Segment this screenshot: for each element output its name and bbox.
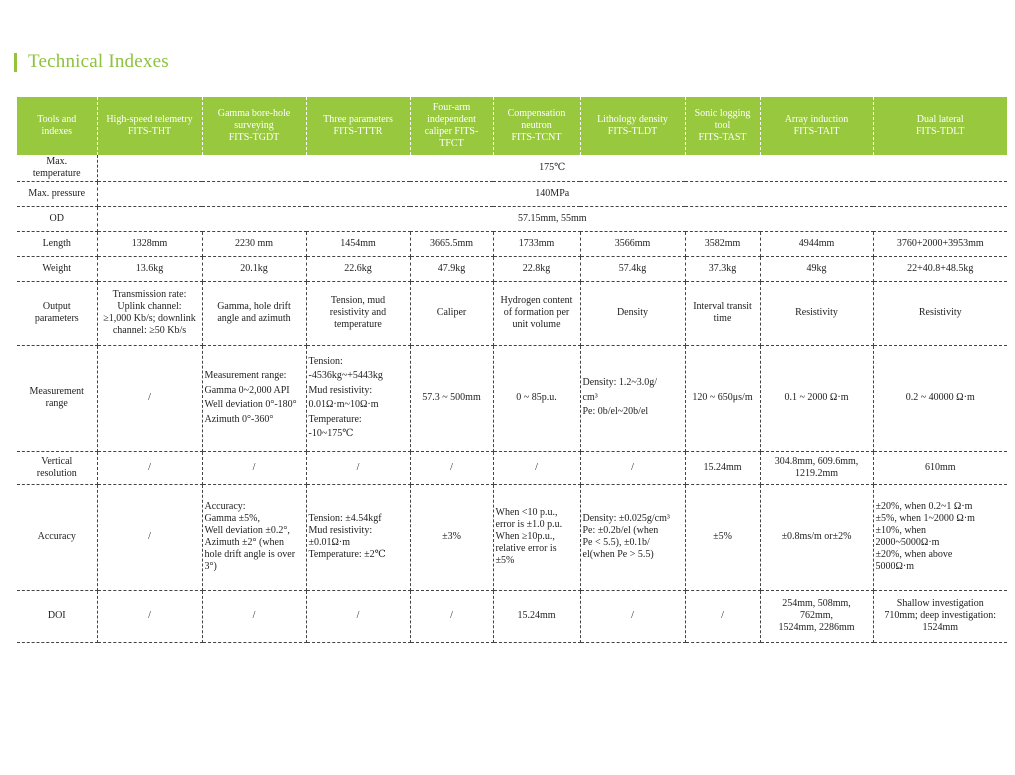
table-cell: 1454mm bbox=[306, 231, 410, 256]
table-cell: Hydrogen content of formation per unit volume bbox=[493, 281, 580, 345]
table-cell: / bbox=[97, 345, 202, 451]
technical-indexes-table bbox=[17, 97, 1007, 643]
header-fits-tgdt: Gamma bore-hole surveying FITS-TGDT bbox=[202, 97, 306, 155]
table-cell: 15.24mm bbox=[493, 590, 580, 642]
row-label: Max. pressure bbox=[17, 181, 97, 206]
table-row-max-temperature bbox=[17, 155, 1007, 181]
table-cell: Resistivity bbox=[873, 281, 1007, 345]
table-cell: Gamma, hole drift angle and azimuth bbox=[202, 281, 306, 345]
table-cell: / bbox=[410, 590, 493, 642]
row-label: Measurement range bbox=[17, 345, 97, 451]
table-cell: Resistivity bbox=[760, 281, 873, 345]
table-cell: 13.6kg bbox=[97, 256, 202, 281]
header-fits-tttr: Three parameters FITS-TTTR bbox=[306, 97, 410, 155]
table-cell: 120 ~ 650μs/m bbox=[685, 345, 760, 451]
table-cell: 254mm, 508mm, 762mm, 1524mm, 2286mm bbox=[760, 590, 873, 642]
header-fits-tdlt: Dual lateral FITS-TDLT bbox=[873, 97, 1007, 155]
table-cell: 1328mm bbox=[97, 231, 202, 256]
row-label: Weight bbox=[17, 256, 97, 281]
table-cell: / bbox=[410, 451, 493, 484]
header-fits-tast: Sonic logging tool FITS-TAST bbox=[685, 97, 760, 155]
heading-accent-bar bbox=[14, 53, 17, 72]
table-cell: Density: ±0.025g/cm³ Pe: ±0.2b/el (when Pe < 5.5), ±0.1b/ el(when Pe > 5.5) bbox=[580, 484, 685, 590]
table-cell: / bbox=[493, 451, 580, 484]
table-cell: ±20%, when 0.2~1 Ω·m ±5%, when 1~2000 Ω·m ±10%, when 2000~5000Ω·m ±20%, when above 5000Ω·m bbox=[873, 484, 1007, 590]
table-row-vertical-resolution bbox=[17, 451, 1007, 484]
table-cell: Accuracy: Gamma ±5%, Well deviation ±0.2°, Azimuth ±2° (when hole drift angle is over 3°) bbox=[202, 484, 306, 590]
table-cell: / bbox=[97, 590, 202, 642]
table-row-od bbox=[17, 206, 1007, 231]
table-cell: 57.3 ~ 500mm bbox=[410, 345, 493, 451]
table-cell: 1733mm bbox=[493, 231, 580, 256]
table-cell: Shallow investigation 710mm; deep investigation: 1524mm bbox=[873, 590, 1007, 642]
row-label: DOI bbox=[17, 590, 97, 642]
header-fits-tcnt: Compensation neutron FITS-TCNT bbox=[493, 97, 580, 155]
table-cell: 20.1kg bbox=[202, 256, 306, 281]
table-cell: ±3% bbox=[410, 484, 493, 590]
row-label: Length bbox=[17, 231, 97, 256]
table-cell: ±5% bbox=[685, 484, 760, 590]
table-row-doi bbox=[17, 590, 1007, 642]
table-cell: 3760+2000+3953mm bbox=[873, 231, 1007, 256]
header-fits-tldt: Lithology density FITS-TLDT bbox=[580, 97, 685, 155]
table-cell: Tension: ±4.54kgf Mud resistivity: ±0.01Ω·m Temperature: ±2℃ bbox=[306, 484, 410, 590]
row-label: Accuracy bbox=[17, 484, 97, 590]
table-cell: Transmission rate: Uplink channel: ≥1,000 Kb/s; downlink channel: ≥50 Kb/s bbox=[97, 281, 202, 345]
table-cell: Tension, mud resistivity and temperature bbox=[306, 281, 410, 345]
table-cell: / bbox=[97, 451, 202, 484]
table-cell: 47.9kg bbox=[410, 256, 493, 281]
header-tools-and-indexes: Tools and indexes bbox=[17, 97, 97, 155]
table-cell: Density: 1.2~3.0g/ cm³ Pe: 0b/el~20b/el bbox=[580, 345, 685, 451]
header-fits-tht: High-speed telemetry FITS-THT bbox=[97, 97, 202, 155]
table-cell: 37.3kg bbox=[685, 256, 760, 281]
table-cell: Caliper bbox=[410, 281, 493, 345]
table-cell: 3582mm bbox=[685, 231, 760, 256]
table-cell: / bbox=[580, 451, 685, 484]
table-cell: / bbox=[97, 484, 202, 590]
row-label: Vertical resolution bbox=[17, 451, 97, 484]
header-fits-tfct: Four-arm independent caliper FITS- TFCT bbox=[410, 97, 493, 155]
table-cell: 0.2 ~ 40000 Ω·m bbox=[873, 345, 1007, 451]
table-cell: 4944mm bbox=[760, 231, 873, 256]
table-cell: 22.8kg bbox=[493, 256, 580, 281]
table-cell: 15.24mm bbox=[685, 451, 760, 484]
table-cell: 49kg bbox=[760, 256, 873, 281]
table-cell: / bbox=[202, 590, 306, 642]
table-cell: Density bbox=[580, 281, 685, 345]
table-cell: 57.15mm, 55mm bbox=[97, 206, 1007, 231]
row-label: OD bbox=[17, 206, 97, 231]
header-fits-tait: Array induction FITS-TAIT bbox=[760, 97, 873, 155]
table-row-length bbox=[17, 231, 1007, 256]
table-cell: / bbox=[580, 590, 685, 642]
table-cell: 3665.5mm bbox=[410, 231, 493, 256]
row-label: Max. temperature bbox=[17, 155, 97, 181]
table-cell: Measurement range: Gamma 0~2,000 API Well deviation 0°-180° Azimuth 0°-360° bbox=[202, 345, 306, 451]
table-row-accuracy bbox=[17, 484, 1007, 590]
table-cell: / bbox=[306, 451, 410, 484]
table-cell: When <10 p.u., error is ±1.0 p.u. When ≥10p.u., relative error is ±5% bbox=[493, 484, 580, 590]
table-cell: 0 ~ 85p.u. bbox=[493, 345, 580, 451]
table-row-measurement-range bbox=[17, 345, 1007, 451]
table-cell: 0.1 ~ 2000 Ω·m bbox=[760, 345, 873, 451]
table-cell: 57.4kg bbox=[580, 256, 685, 281]
table-cell: 140MPa bbox=[97, 181, 1007, 206]
table-header-row bbox=[17, 97, 1007, 155]
table-cell: 22.6kg bbox=[306, 256, 410, 281]
table-row-weight bbox=[17, 256, 1007, 281]
table-row-max-pressure bbox=[17, 181, 1007, 206]
section-heading bbox=[14, 50, 169, 74]
table-row-output-parameters bbox=[17, 281, 1007, 345]
table-cell: 175℃ bbox=[97, 155, 1007, 181]
table-cell: 304.8mm, 609.6mm, 1219.2mm bbox=[760, 451, 873, 484]
table-cell: 22+40.8+48.5kg bbox=[873, 256, 1007, 281]
row-label: Output parameters bbox=[17, 281, 97, 345]
table-cell: 2230 mm bbox=[202, 231, 306, 256]
table-cell: / bbox=[202, 451, 306, 484]
table-cell: / bbox=[306, 590, 410, 642]
table-cell: 610mm bbox=[873, 451, 1007, 484]
table-cell: Interval transit time bbox=[685, 281, 760, 345]
table-cell: / bbox=[685, 590, 760, 642]
table-cell: 3566mm bbox=[580, 231, 685, 256]
table-cell: Tension: -4536kg~+5443kg Mud resistivity: 0.01Ω·m~10Ω·m Temperature: -10~175℃ bbox=[306, 345, 410, 451]
table-cell: ±0.8ms/m or±2% bbox=[760, 484, 873, 590]
page-title: Technical Indexes bbox=[28, 51, 169, 72]
